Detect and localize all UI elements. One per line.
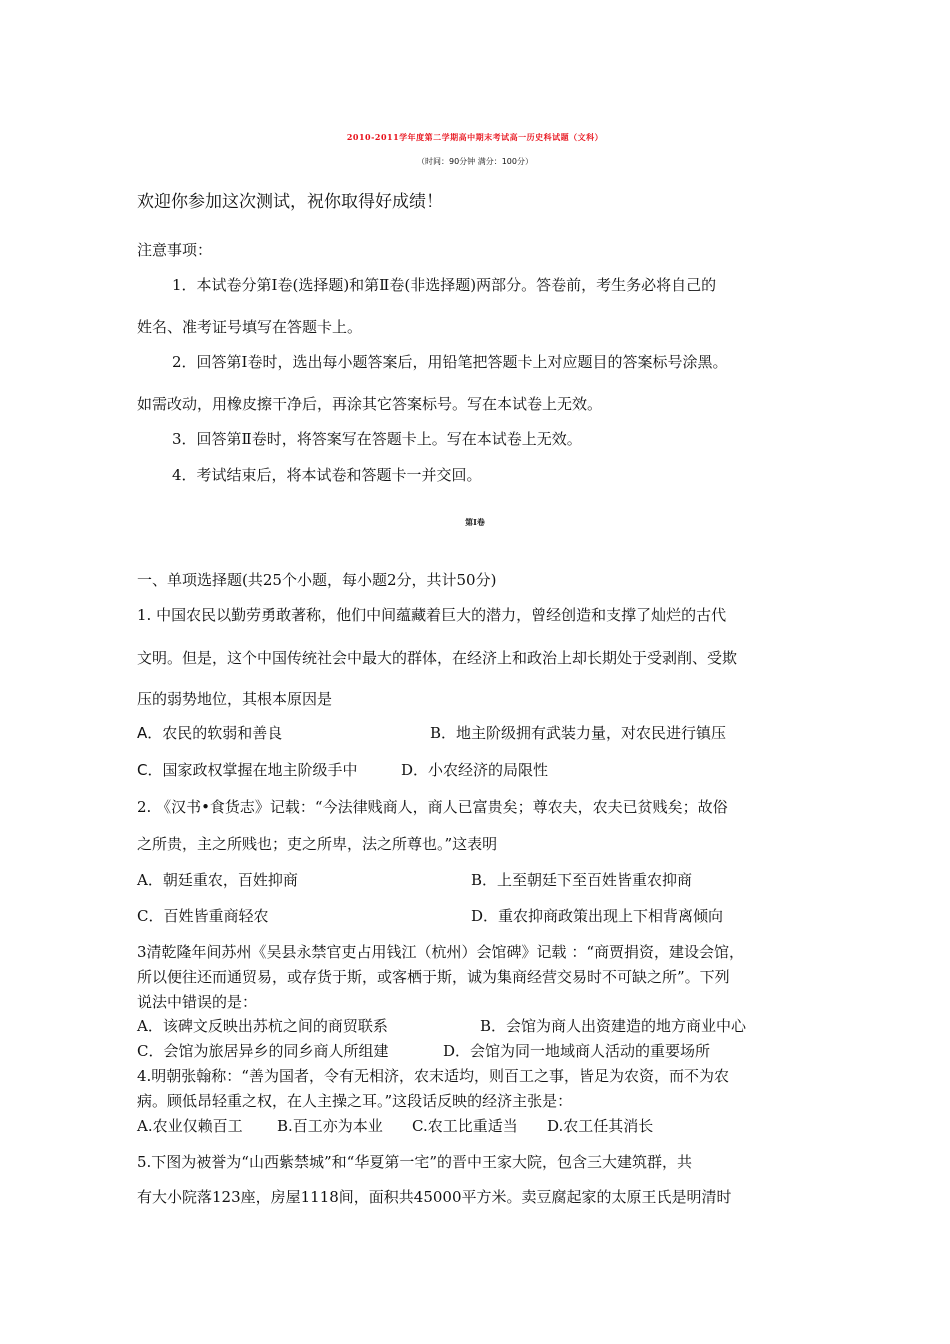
- notes-line: 如需改动，用橡皮擦干净后，再涂其它答案标号。写在本试卷上无效。: [137, 395, 603, 413]
- option-d: D．小农经济的局限性: [401, 761, 549, 779]
- question-text: 说法中错误的是：: [137, 993, 258, 1011]
- notes-heading: 注意事项：: [137, 241, 213, 259]
- question-text: 之所贵，主之所贱也；吏之所卑，法之所尊也。”这表明: [137, 835, 498, 853]
- question-text: 5.下图为被誉为“山西紫禁城”和“华夏第一宅”的晋中王家大院，包含三大建筑群，共: [137, 1153, 692, 1171]
- option-b: B.百工亦为本业: [277, 1117, 383, 1135]
- option-c: C．百姓皆重商轻农: [137, 907, 269, 925]
- notes-line: 1．本试卷分第Ⅰ卷(选择题)和第Ⅱ卷(非选择题)两部分。答卷前，考生务必将自己的: [172, 276, 717, 294]
- question-text: 3清乾隆年间苏州《吴县永禁官吏占用钱江（杭州）会馆碑》记载 ：“商贾捐资，建设会馆，: [137, 943, 744, 961]
- question-text: 压的弱势地位，其根本原因是: [137, 690, 333, 708]
- question-text: 文明。但是，这个中国传统社会中最大的群体，在经济上和政治上却长期处于受剥削、受欺: [137, 649, 738, 667]
- notes-line: 3．回答第Ⅱ卷时，将答案写在答题卡上。写在本试卷上无效。: [172, 430, 582, 448]
- option-c: C.农工比重适当: [412, 1117, 518, 1135]
- option-c: C．会馆为旅居异乡的同乡商人所组建: [137, 1042, 389, 1060]
- option-a: A．农民的软弱和善良: [137, 724, 283, 742]
- option-d: D．会馆为同一地域商人活动的重要场所: [443, 1042, 711, 1060]
- question-text: 所以便往还而通贸易，或存货于斯，或客栖于斯，诚为集商经营交易时不可缺之所”。下列: [137, 968, 730, 986]
- question-text: 2. 《汉书•食货志》记载：“今法律贱商人，商人已富贵矣；尊农夫，农夫已贫贱矣；故俗: [137, 798, 728, 816]
- option-b: B．上至朝廷下至百姓皆重农抑商: [471, 871, 693, 889]
- option-b: B．会馆为商人出资建造的地方商业中心: [480, 1017, 747, 1035]
- option-d: D．重农抑商政策出现上下相背离倾向: [471, 907, 724, 925]
- option-a: A.农业仅赖百工: [137, 1117, 243, 1135]
- option-b: B．地主阶级拥有武装力量，对农民进行镇压: [430, 724, 727, 742]
- question-text: 有大小院落123座，房屋1118间，面积共45000平方米。卖豆腐起家的太原王氏是明清时: [137, 1188, 732, 1206]
- option-a: A．朝廷重农，百姓抑商: [137, 871, 298, 889]
- exam-title: 2010-2011学年度第二学期高中期末考试高一历史科试题（文科）: [346, 132, 604, 142]
- option-a: A．该碑文反映出苏杭之间的商贸联系: [137, 1017, 388, 1035]
- question-text: 病。顾低昂轻重之权，在人主操之耳。”这段话反映的经济主张是：: [137, 1092, 573, 1110]
- section-instructions: 一、单项选择题(共25个小题，每小题2分，共计50分): [137, 571, 497, 589]
- welcome-text: 欢迎你参加这次测试，祝你取得好成绩！: [137, 192, 443, 212]
- notes-line: 4．考试结束后，将本试卷和答题卡一并交回。: [172, 466, 482, 484]
- option-d: D.农工任其消长: [547, 1117, 654, 1135]
- section-title: 第Ⅰ卷: [465, 517, 485, 527]
- question-text: 1. 中国农民以勤劳勇敢著称，他们中间蕴藏着巨大的潜力，曾经创造和支撑了灿烂的古代: [137, 606, 727, 624]
- option-c: C．国家政权掌握在地主阶级手中: [137, 761, 358, 779]
- notes-line: 2．回答第Ⅰ卷时，选出每小题答案后，用铅笔把答题卡上对应题目的答案标号涂黑。: [172, 353, 728, 371]
- notes-line: 姓名、准考证号填写在答题卡上。: [137, 318, 363, 336]
- question-text: 4.明朝张翰称：“善为国者，令有无相济，农末适均，则百工之事，皆足为农资，而不为农: [137, 1067, 729, 1085]
- exam-subtitle: （时间：90分钟 满分：100分）: [417, 157, 533, 166]
